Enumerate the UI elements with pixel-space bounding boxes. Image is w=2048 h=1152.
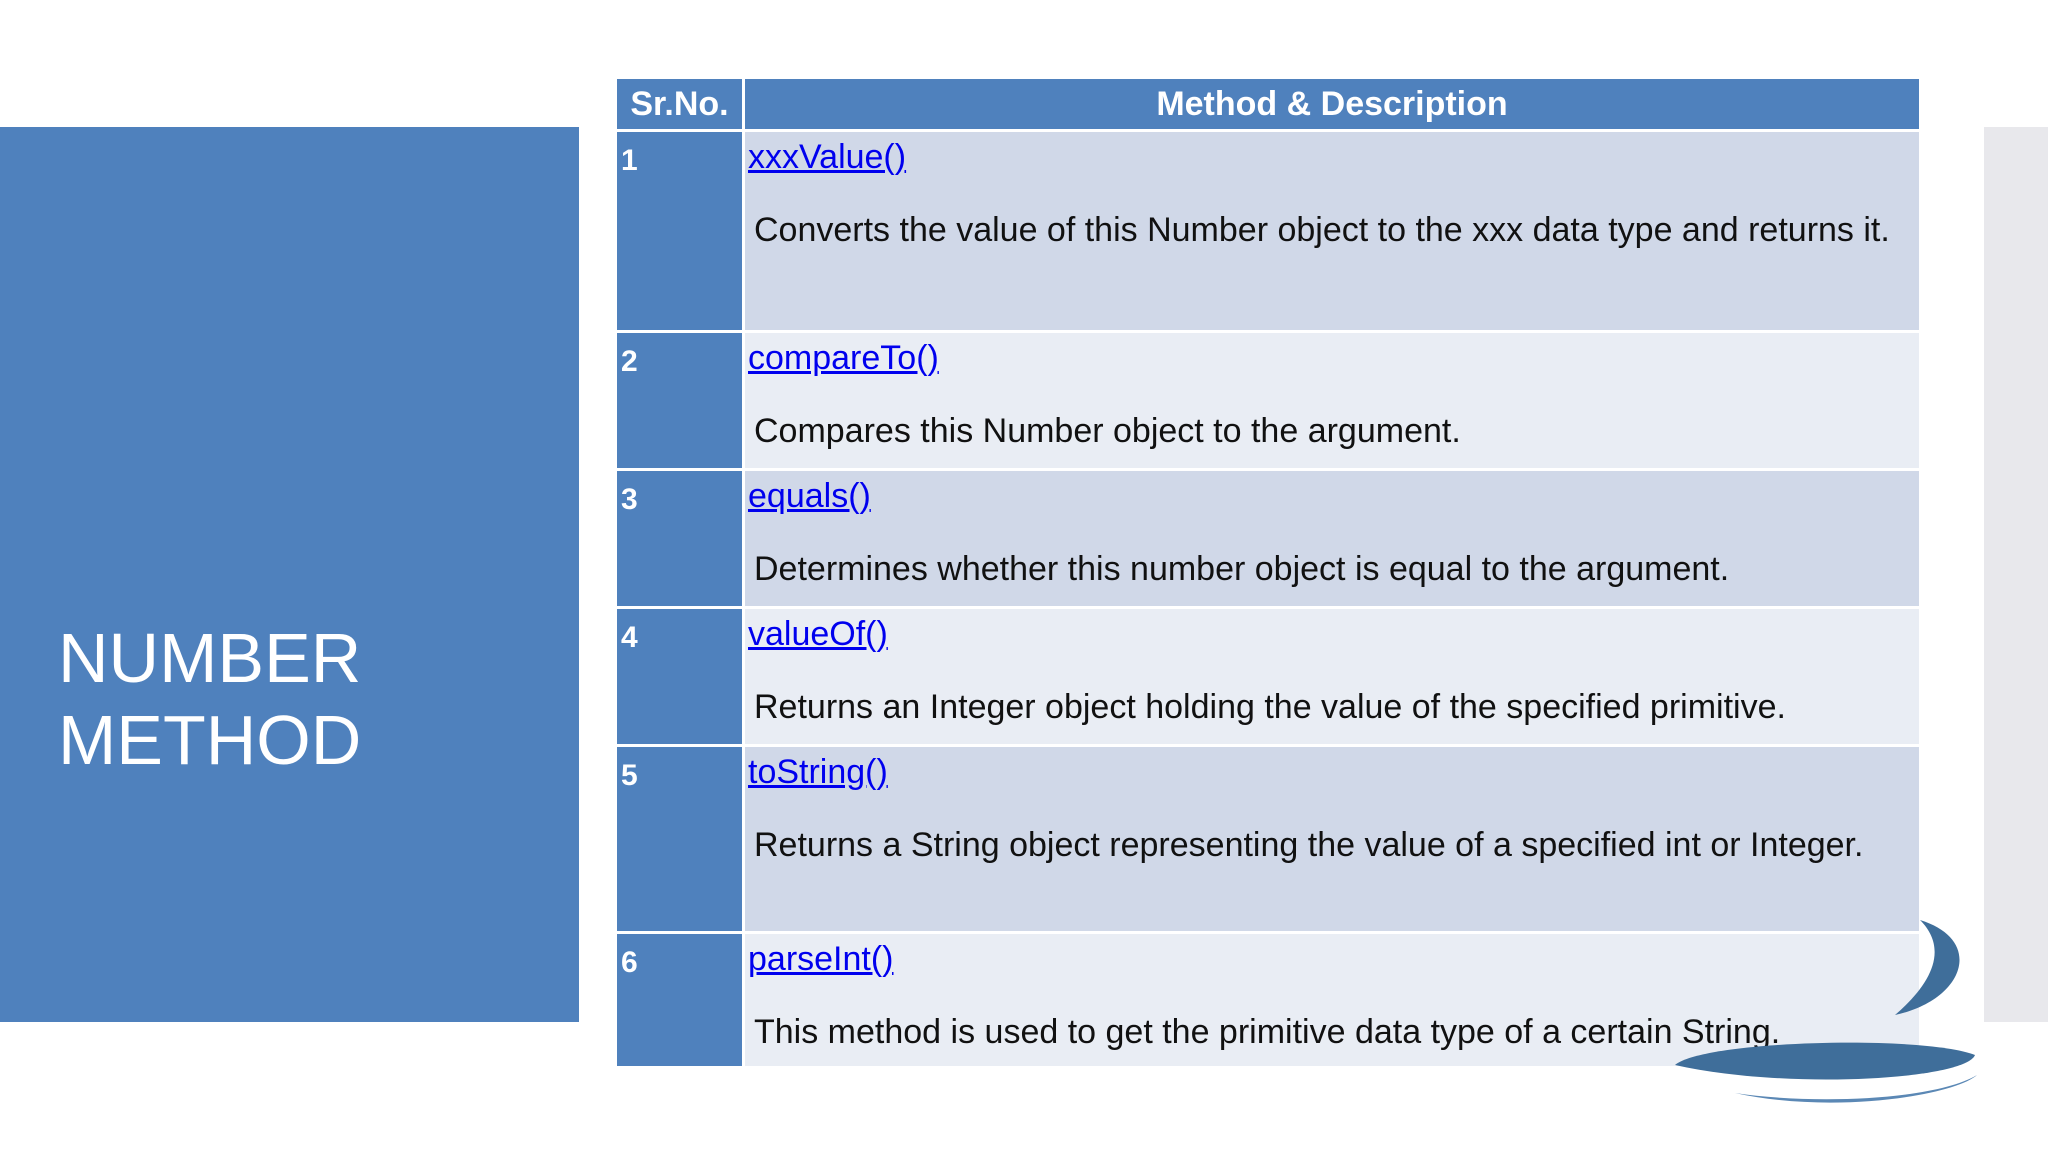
method-link-equals[interactable]: equals()	[748, 477, 871, 515]
method-link-xxxvalue[interactable]: xxxValue()	[748, 138, 907, 176]
slide-title-line-2: METHOD	[58, 701, 362, 779]
method-description: Compares this Number object to the argument.	[754, 412, 1461, 450]
slide-title	[58, 617, 361, 781]
table-row	[617, 609, 1919, 744]
method-description: This method is used to get the primitive data type of a certain String.	[754, 1013, 1781, 1051]
row-number: 5	[617, 747, 745, 931]
method-description: Returns a String object representing the value of a specified int or Integer.	[754, 826, 1864, 864]
row-content	[745, 609, 1919, 744]
method-description: Converts the value of this Number object to the xxx data type and returns it.	[754, 211, 1890, 249]
method-link-parseint[interactable]: parseInt()	[748, 940, 894, 978]
table-row	[617, 132, 1919, 330]
row-content	[745, 471, 1919, 606]
row-content	[745, 132, 1919, 330]
method-link-tostring[interactable]: toString()	[748, 753, 888, 791]
row-content	[745, 333, 1919, 468]
table-row	[617, 471, 1919, 606]
row-number: 4	[617, 609, 745, 744]
java-logo-swoosh-icon	[1665, 915, 1985, 1115]
row-number: 2	[617, 333, 745, 468]
table-row	[617, 747, 1919, 931]
row-number: 3	[617, 471, 745, 606]
header-method-description: Method & Description	[745, 79, 1919, 129]
table-row	[617, 333, 1919, 468]
row-content	[745, 747, 1919, 931]
slide-title-line-1: NUMBER	[58, 619, 362, 697]
method-link-valueof[interactable]: valueOf()	[748, 615, 888, 653]
method-link-compareto[interactable]: compareTo()	[748, 339, 939, 377]
title-panel	[0, 127, 579, 1022]
table-header-row	[617, 79, 1919, 129]
right-decorative-bar	[1984, 127, 2048, 1022]
row-number: 1	[617, 132, 745, 330]
row-number: 6	[617, 934, 745, 1066]
method-description: Returns an Integer object holding the value of the specified primitive.	[754, 688, 1786, 726]
header-sr-no: Sr.No.	[617, 79, 745, 129]
method-description: Determines whether this number object is equal to the argument.	[754, 550, 1730, 588]
